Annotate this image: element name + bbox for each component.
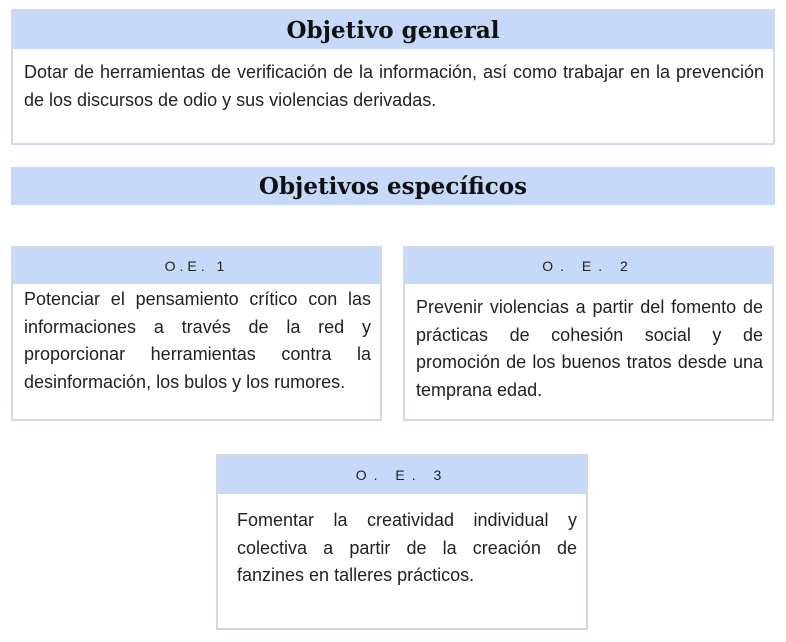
specific-objectives-title: Objetivos específicos (11, 167, 775, 205)
general-objective-text: Dotar de herramientas de verificación de la información, así como trabajar en la prevención de los discursos de odio y sus violencias derivadas. (24, 62, 764, 110)
specific-objective-text-1: Potenciar el pensamiento crítico con las informaciones a través de la red y proporcionar herramientas contra la desinformación, los bulos y los rumores. (24, 289, 371, 392)
specific-objective-card-1 (11, 246, 382, 421)
specific-objective-label-3: O. E. 3 (218, 456, 586, 494)
specific-objective-card-3 (216, 454, 588, 630)
specific-objective-text-2: Prevenir violencias a partir del fomento de prácticas de cohesión social y de promoción de los buenos tratos desde una temprana edad. (416, 297, 763, 400)
specific-objective-card-2 (403, 246, 774, 421)
general-objective-title: Objetivo general (13, 11, 773, 49)
specific-objective-label-2: O. E. 2 (405, 248, 772, 284)
specific-objective-label-1: O.E. 1 (13, 248, 380, 284)
specific-objective-text-3: Fomentar la creatividad individual y colectiva a partir de la creación de fanzines en talleres prácticos. (237, 510, 577, 585)
general-objective-card (11, 9, 775, 145)
